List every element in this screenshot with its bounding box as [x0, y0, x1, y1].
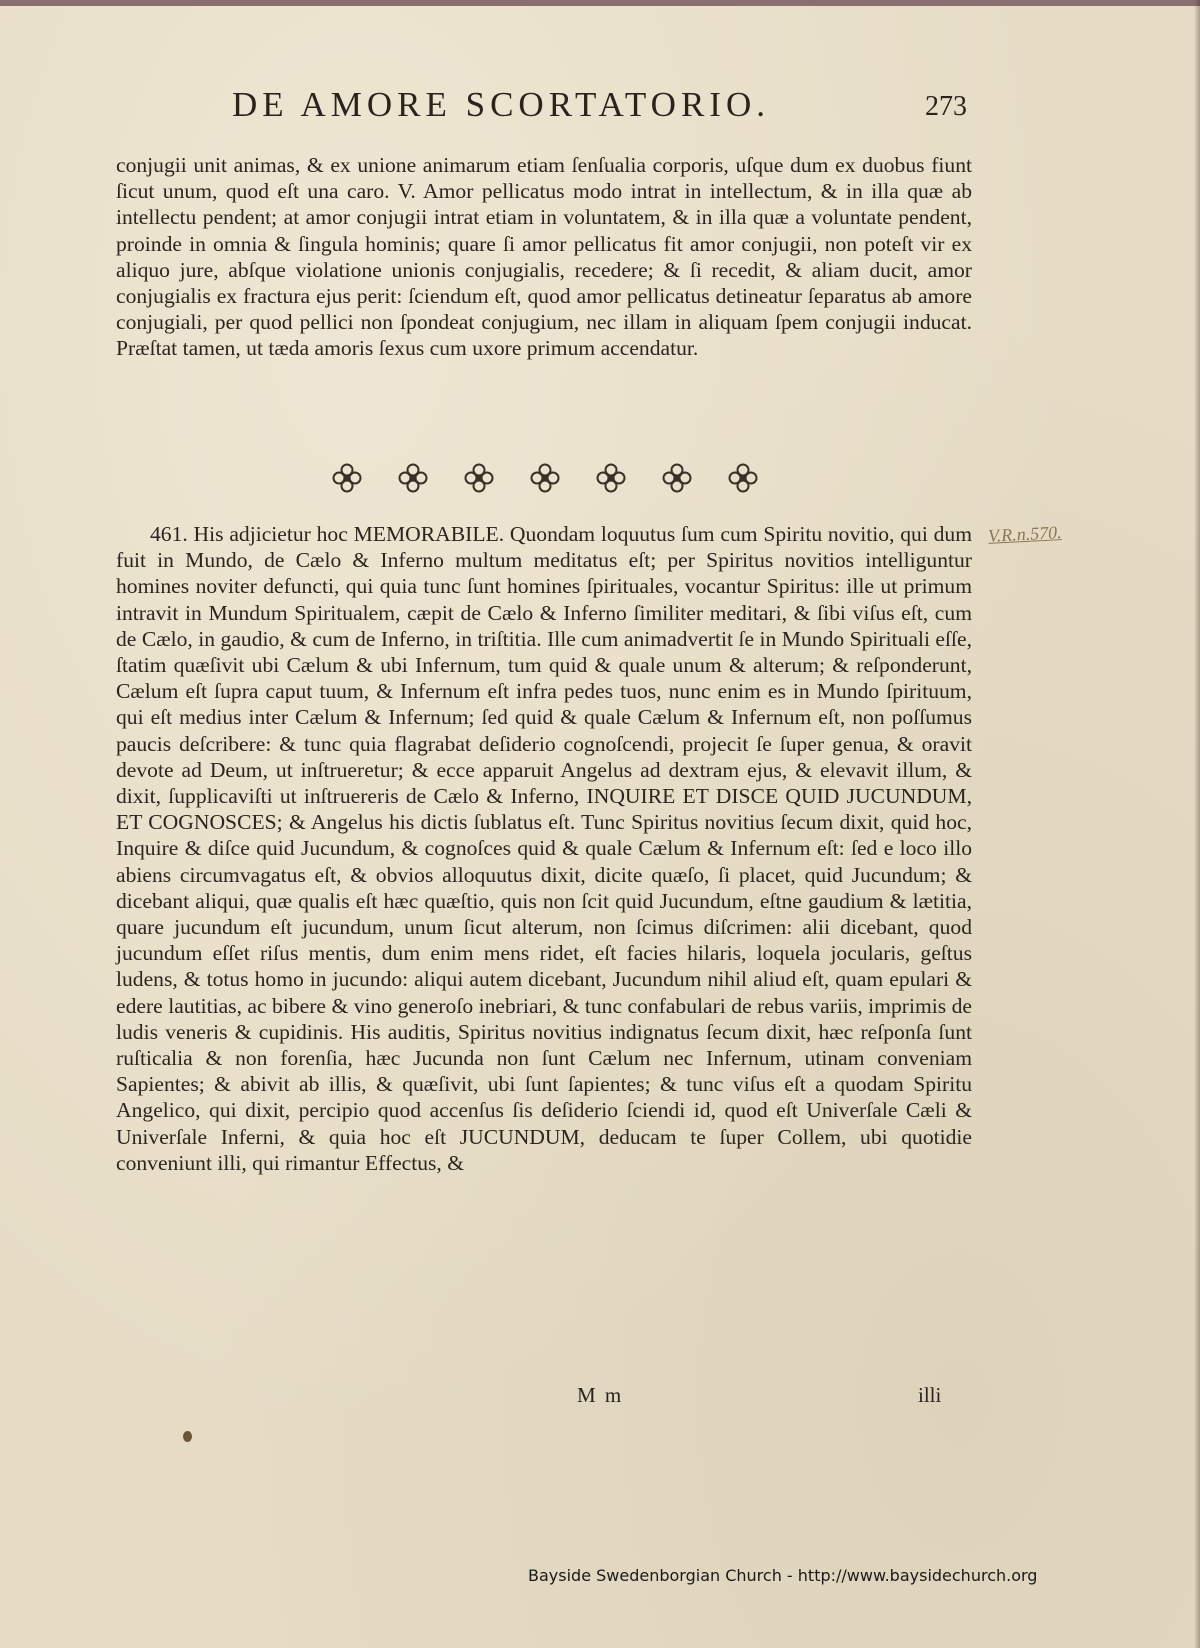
quatrefoil-fleuron-icon	[528, 461, 562, 495]
quatrefoil-fleuron-icon	[726, 461, 760, 495]
paragraph-461: 461. His adjicietur hoc MEMORABILE. Quondam loquutus ſum cum Spiritu novitio, qui dum fuit in Mundo, de Cælo & Inferno multum meditatus eſt; per Spiritus novitios intelliguntur homines noviter defuncti, qui quia tunc ſunt homines ſpirituales, vocantur Spiritus: ille ut primum intravit in Mundum Spiritualem, cæpit de Cælo & Inferno ſimiliter meditari, & ſibi viſus eſt, cum de Cælo, in gaudio, & cum de Inferno, in triſtitia. Ille cum animadvertit ſe in Mundo Spirituali eſſe, ſtatim quæſivit ubi Cælum & ubi Infernum, tum quid & quale unum & alterum; & reſponderunt, Cælum eſt ſupra caput tuum, & Infernum eſt infra pedes tuos, nunc enim es in Mundo ſpirituum, qui eſt medius inter Cælum & Infernum; ſed quid & quale Cælum & Infernum eſt, non poſſumus paucis deſcribere: & tunc quia flagrabat deſiderio cognoſcendi, projecit ſe ſuper genua, & oravit devote ad Deum, ut inſtrueretur; & ecce apparuit Angelus ad dextram ejus, & elevavit illum, & dixit, ſupplicaviſti ut inſtruereris de Cælo & Inferno, INQUIRE ET DISCE QUID JUCUNDUM, ET COGNOSCES; & Angelus his dictis ſublatus eſt. Tunc Spiritus novitius ſecum dixit, quid hoc, Inquire & diſce quid Jucundum, & cognoſces quid & quale Cælum & Infernum eſt: ſed e loco illo abiens circumvagatus eſt, & obvios alloquutus dixit, dicite quæſo, ſi placet, quid Jucundum; & dicebant aliqui, quæ qualis eſt hæc quæſtio, quis non ſcit quid Jucundum, eſtne gaudium & lætitia, quare jucundum eſt jucundum, unum ſicut alterum, non ſcimus diſcrimen: alii dicebant, quod jucundum eſſet riſus mentis, dum enim mens ridet, eſt facies hilaris, loquela jocularis, geſtus ludens, & totus homo in jucundo: aliqui autem dicebant, Jucundum nihil aliud eſt, quam epulari & edere lautitias, ac bibere & vino generoſo inebriari, & tunc confabulari de rebus variis, imprimis de ludis veneris & cupidinis. His auditis, Spiritus novitius indignatus ſecum dixit, hæc reſponſa ſunt ruſticalia & non forenſia, hæc Jucunda non ſunt Cælum nec Infernum, utinam conveniam Sapientes; & abivit ab illis, & quæſivit, ubi ſunt ſapientes; & tunc viſus eſt a quodam Spiritu Angelico, qui dixit, percipio quod accenſus ſis deſiderio ſciendi id, quod eſt Univerſale Cæli & Univerſale Inferni, & quia hoc eſt JUCUNDUM, deducam te ſuper Collem, ubi quotidie conveniunt illi, qui rimantur Effectus, &	[116, 522, 972, 1175]
catchword: illi	[918, 1383, 942, 1407]
ornament-divider	[330, 458, 760, 498]
quatrefoil-fleuron-icon	[660, 461, 694, 495]
signature-mark: M m	[577, 1383, 624, 1407]
margin-note: V.R.n.570.	[987, 522, 1063, 546]
ink-spot	[183, 1431, 192, 1442]
paragraph-continued: conjugii unit animas, & ex unione animarum etiam ſenſualia corporis, uſque dum ex duobus fiunt ſicut unum, quod eſt una caro. V. Amor pellicatus modo intrat in intellectum, & in illa quæ ab intellectu pendent; at amor conjugii intrat etiam in voluntatem, & in illa quæ a voluntate pendent, proinde in omnia & ſingula hominis; quare ſi amor pellicatus fit amor conjugii, non poteſt vir ex aliquo jure, abſque violatione unionis conjugialis, recedere; & ſi recedit, & aliam ducit, amor conjugialis ex fractura ejus perit: ſciendum eſt, quod amor pellicatus detineatur ſeparatus ab amore conjugiali, per quod pellici non ſpondeat conjugium, nec illam in aliquam ſpem conjugii inducat. Præſtat tamen, ut tæda amoris ſexus cum uxore primum accendatur.	[116, 153, 972, 361]
quatrefoil-fleuron-icon	[396, 461, 430, 495]
quatrefoil-fleuron-icon	[594, 461, 628, 495]
quatrefoil-fleuron-icon	[330, 461, 364, 495]
quatrefoil-fleuron-icon	[462, 461, 496, 495]
footer-credit: Bayside Swedenborgian Church - http://www.baysidechurch.org	[528, 1566, 1038, 1585]
page-header	[0, 85, 1200, 135]
page-number: 273	[925, 91, 967, 122]
page-edge-shadow	[1194, 0, 1200, 1648]
top-edge-band	[0, 0, 1200, 6]
running-head: DE AMORE SCORTATORIO.	[232, 85, 770, 124]
